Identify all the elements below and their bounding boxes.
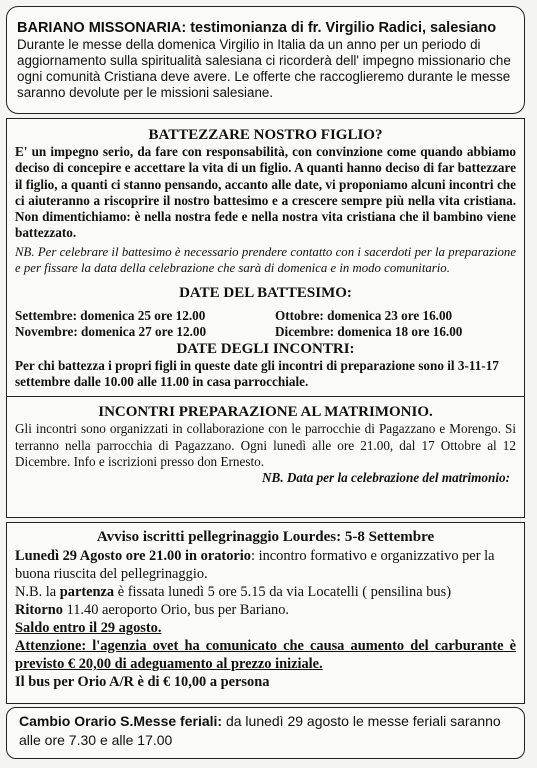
lourdes-departure-text: è fissata lunedì 5 ore 5.15 da via Locatelli ( pensilina bus) [114,584,452,600]
lourdes-return-label: Ritorno [15,602,63,618]
battesimo-title: BATTEZZARE NOSTRO FIGLIO? [148,127,383,143]
lourdes-return [15,601,516,619]
battesimo-dates-title: DATE DEL BATTESIMO: [179,284,352,301]
battesimo-date-item: Novembre: domenica 27 ore 12.00 [15,323,207,339]
lourdes-bus-price: Il bus per Orio A/R è di € 10,00 a persona [15,674,270,690]
lourdes-departure [15,583,516,601]
orario-label: Cambio Orario S.Messe feriali: [19,713,223,729]
lourdes-box [6,522,525,704]
section-divider [7,396,524,397]
lourdes-title: Avviso iscritti pellegrinaggio Lourdes: 5-8 Settembre [96,529,435,545]
lourdes-return-text: 11.40 aeroporto Orio, bus per Bariano. [62,602,290,618]
battesimo-box [6,118,525,518]
orario-detail: da lunedì 29 agosto le messe feriali saranno alle ore 7.30 e alle 17.00 [19,713,501,748]
lourdes-nb-prefix: N.B. la [15,584,60,600]
bariano-body: Durante le messe della domenica Virgilio in Italia da un anno per un periodo di aggiornamento sulla spiritualità salesiana ci ricorderà dell' impegno missionario che ogni comunità Cristiana deve avere. Le offerte che raccoglieremo durante le messe saranno devolute per le missioni salesiane. [17,37,511,100]
battesimo-date-item: Dicembre: domenica 18 ore 16.00 [275,323,463,339]
incontri-title: DATE DEGLI INCONTRI: [176,340,355,357]
lourdes-departure-label: partenza [59,584,115,600]
battesimo-dates-list [15,308,516,340]
battesimo-nb: NB. Per celebrare il battesimo è necessario prendere contatto con i sacerdoti per la preparazione e per fissare la data della celebrazione che sarà di domenica e in modo comunitario. [15,244,516,275]
matrimonio-title: INCONTRI PREPARAZIONE AL MATRIMONIO. [98,404,433,421]
orario-messe-box [6,707,525,759]
battesimo-date-item: Ottobre: domenica 23 ore 16.00 [275,307,453,323]
matrimonio-nb: NB. Data per la celebrazione del matrimonio: [262,470,510,486]
lourdes-attenzione: Attenzione: l'agenzia ovet ha comunicato che causa aumento del carburante è previsto € 20,00 di adeguamento al prezzo iniziale. [15,638,516,672]
bariano-title: BARIANO MISSONARIA: testimonianza di fr. Virgilio Radici, salesiano [17,20,497,36]
incontri-text: Per chi battezza i propri figli in queste date gli incontri di preparazione sono il 3-11-17 settembre dalle 10.00 alle 11.00 in casa parrocchiale. [15,357,499,390]
lourdes-meeting-desc: : incontro formativo e organizzativo per la buona riuscita del pellegrinaggio. [15,548,495,582]
orario-text [19,712,512,750]
battesimo-date-item: Settembre: domenica 25 ore 12.00 [15,307,206,323]
lourdes-meeting-when: Lunedì 29 Agosto ore 21.00 in oratorio [15,548,251,564]
lourdes-saldo: Saldo entro il 29 agosto. [15,620,162,636]
bariano-missionaria-box [6,6,525,114]
battesimo-intro: E' un impegno serio, da fare con responsabilità, con convinzione come quando abbiamo deciso di concepire e accettare la vita di un figlio. A quanti hanno deciso di far battezzare il figlio, a quanti ci stanno pensando, accanto alle date, vi proponiamo alcuni incontri che ci aiuteranno a riscoprire il nostro battesimo e a crescere sempre più nella vita cristiana. Non dimentichiamo: è nella nostra fede e nella nostra vita cristiana che il bambino viene battezzato. [15,144,516,241]
lourdes-meeting [15,547,516,583]
matrimonio-body: Gli incontri sono organizzati in collaborazione con le parrocchie di Pagazzano e Morengo. Si terranno nella parrocchia di Pagazzano. Ogni lunedì alle ore 21.00, dal 17 Ottobre al 12 Dicembre. Info e iscrizioni presso don Ernesto. [15,421,516,469]
